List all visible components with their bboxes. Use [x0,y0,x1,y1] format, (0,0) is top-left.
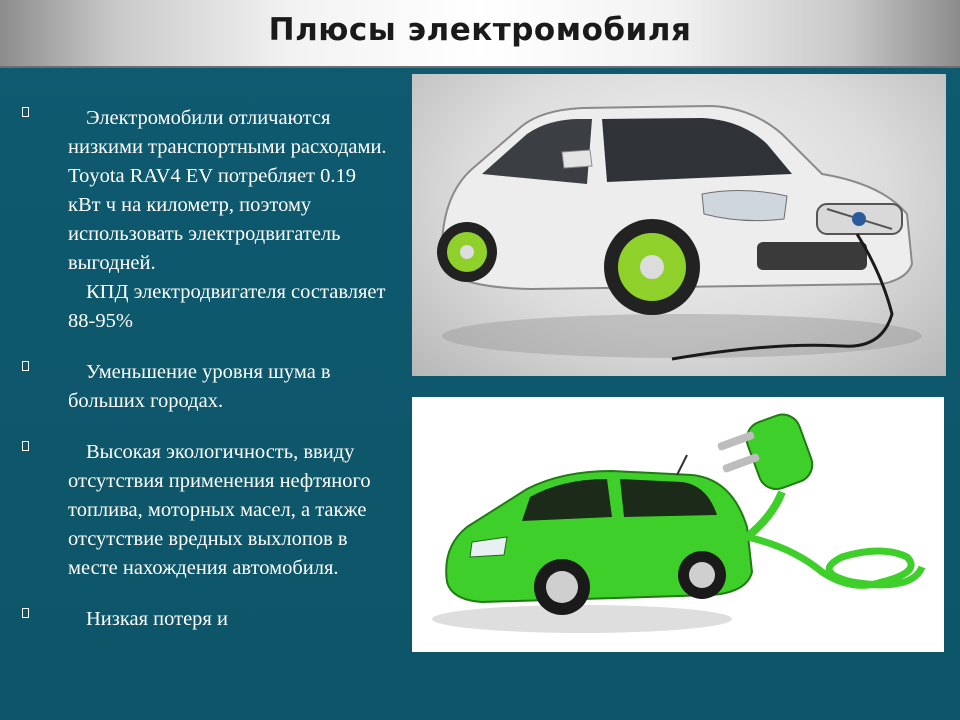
bullet-item [22,104,392,336]
bullet-list [22,104,392,656]
bullet-icon [22,439,30,451]
bullet-text: Высокая экологичность, ввиду отсутствия применения нефтяного топлива, моторных масел, а также отсутствие вредных выхлопов в месте нахождения автомобиля. [68,441,371,579]
bullet-item [22,438,392,583]
bullet-icon [22,606,30,618]
bullet-icon [22,359,30,371]
title-bar [0,0,960,68]
slide-title: Плюсы электромобиля [268,12,692,48]
bullet-text-continuation: КПД электродвигателя составляет 88-95% [68,281,386,332]
green-car-image [412,397,944,652]
bullet-item [22,605,392,634]
bullet-text: Уменьшение уровня шума в больших городах. [68,361,331,412]
bullet-text: Низкая потеря и [86,608,228,630]
bullet-text: Электромобили отличаются низкими транспортными расходами. Toyota RAV4 EV потребляет 0.19 кВт ч на километр, поэтому использовать электродвигатель выгодней. [68,107,387,274]
bullet-icon [22,105,30,117]
bullet-item [22,358,392,416]
silver-car-image [412,74,946,376]
